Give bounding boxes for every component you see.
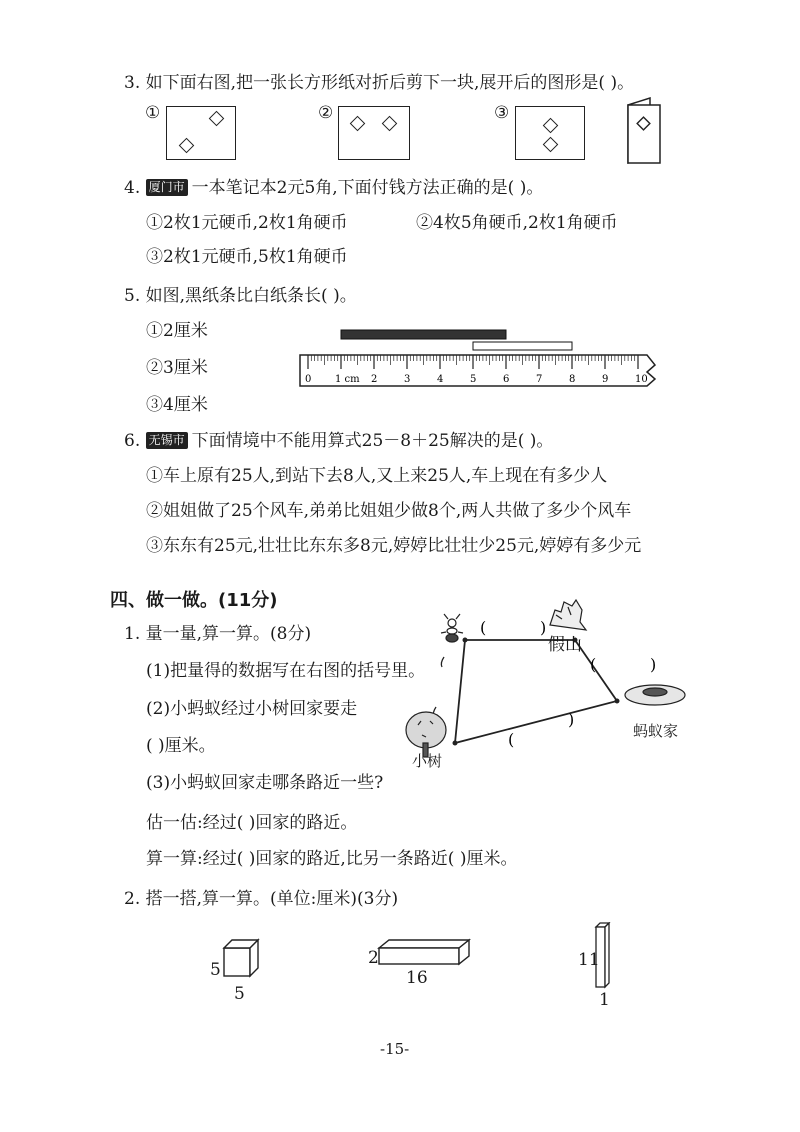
q5-option-3: ③4厘米 bbox=[146, 395, 208, 415]
ruler-label: 9 bbox=[602, 374, 609, 385]
ruler-label: 5 bbox=[470, 374, 477, 385]
p1-sub-2: (2)小蚂蚁经过小树回家要走 bbox=[146, 699, 358, 719]
ruler-label: 3 bbox=[404, 374, 411, 385]
bracket-top: ) bbox=[540, 618, 547, 637]
bracket-bottom: ( bbox=[508, 730, 515, 749]
cube-figure bbox=[222, 938, 264, 980]
bracket-top: ( bbox=[480, 618, 487, 637]
bracket-right: ) bbox=[650, 655, 657, 674]
p1-sub-2-answer: ( )厘米。 bbox=[146, 736, 216, 756]
bracket-right: ( bbox=[590, 655, 597, 674]
p1-estimate: 估一估:经过( )回家的路近。 bbox=[146, 813, 358, 833]
prism-width-label: 16 bbox=[406, 968, 428, 988]
q4-option-1: ①2枚1元硬币,2枚1角硬币 bbox=[146, 213, 348, 233]
ruler-label: 4 bbox=[437, 374, 444, 385]
bracket-bottom: ) bbox=[568, 710, 575, 729]
diamond-icon bbox=[382, 116, 398, 132]
ruler-label: 7 bbox=[536, 374, 543, 385]
ruler-figure bbox=[295, 322, 665, 392]
rod-width-label: 1 bbox=[599, 990, 610, 1010]
cube-height-label: 5 bbox=[210, 960, 221, 980]
q3-folded-paper-figure bbox=[622, 97, 670, 167]
ant-icon bbox=[441, 614, 463, 642]
q3-option-3-figure bbox=[515, 106, 585, 160]
q3-option-1-label: ① bbox=[145, 103, 161, 123]
p1-sub-3: (3)小蚂蚁回家走哪条路近一些? bbox=[146, 773, 384, 793]
label-tree: 小树 bbox=[412, 752, 443, 770]
q5-option-2: ②3厘米 bbox=[146, 358, 208, 378]
q6-region-tag: 无锡市 bbox=[146, 432, 188, 449]
p1-calculate: 算一算:经过( )回家的路近,比另一条路近( )厘米。 bbox=[146, 849, 518, 869]
p1-title: 1. 量一量,算一算。(8分) bbox=[124, 624, 312, 644]
q3-option-2-figure bbox=[338, 106, 410, 160]
prism-height-label: 2 bbox=[368, 948, 379, 968]
diamond-icon bbox=[543, 137, 559, 153]
q4-option-3: ③2枚1元硬币,5枚1角硬币 bbox=[146, 247, 348, 267]
ruler-label: 2 bbox=[371, 374, 378, 385]
p2-title: 2. 搭一搭,算一算。(单位:厘米)(3分) bbox=[124, 889, 399, 909]
q5-text: 5. 如图,黑纸条比白纸条长( )。 bbox=[124, 286, 357, 306]
q4-line: 4. 厦门市 一本笔记本2元5角,下面付钱方法正确的是( )。 bbox=[124, 178, 544, 198]
q4-region-tag: 厦门市 bbox=[146, 179, 188, 196]
ruler-label: 6 bbox=[503, 374, 510, 385]
black-paper-strip bbox=[341, 330, 506, 339]
ruler-label: 10 bbox=[635, 374, 648, 385]
label-ant-home: 蚂蚁家 bbox=[633, 722, 679, 740]
cube-width-label: 5 bbox=[234, 984, 245, 1004]
ruler-label: 1 cm bbox=[335, 374, 360, 385]
prism-figure bbox=[377, 938, 473, 970]
p1-sub-1: (1)把量得的数据写在右图的括号里。 bbox=[146, 661, 426, 681]
q3-option-3-label: ③ bbox=[494, 103, 510, 123]
rockery-icon bbox=[550, 600, 586, 630]
q6-option-1: ①车上原有25人,到站下去8人,又上来25人,车上现在有多少人 bbox=[146, 466, 608, 486]
diamond-icon bbox=[350, 116, 366, 132]
q6-line: 6. 无锡市 下面情境中不能用算式25－8＋25解决的是( )。 bbox=[124, 431, 554, 451]
q3-text: 3. 如下面右图,把一张长方形纸对折后剪下一块,展开后的图形是( )。 bbox=[124, 73, 635, 93]
q4-option-2: ②4枚5角硬币,2枚1角硬币 bbox=[416, 213, 618, 233]
q3-option-2-label: ② bbox=[318, 103, 334, 123]
q6-option-3: ③东东有25元,壮壮比东东多8元,婷婷比壮壮少25元,婷婷有多少元 bbox=[146, 536, 642, 556]
diamond-icon bbox=[179, 138, 195, 154]
page-number: -15- bbox=[380, 1040, 410, 1058]
ruler-label: 0 bbox=[305, 374, 312, 385]
ruler-label: 8 bbox=[569, 374, 576, 385]
section-4-title: 四、做一做。(11分) bbox=[110, 590, 278, 611]
q6-option-2: ②姐姐做了25个风车,弟弟比姐姐少做8个,两人共做了多少个风车 bbox=[146, 501, 632, 521]
q5-option-1: ①2厘米 bbox=[146, 321, 208, 341]
rod-height-label: 11 bbox=[578, 950, 600, 970]
q6-text: 下面情境中不能用算式25－8＋25解决的是( )。 bbox=[191, 431, 554, 451]
label-hill: 假山 bbox=[548, 635, 582, 655]
white-paper-strip bbox=[473, 342, 572, 350]
diamond-icon bbox=[209, 111, 225, 127]
diamond-icon bbox=[543, 118, 559, 134]
q3-option-1-figure bbox=[166, 106, 236, 160]
q4-text: 一本笔记本2元5角,下面付钱方法正确的是( )。 bbox=[191, 178, 544, 198]
ant-home-icon bbox=[625, 685, 685, 705]
